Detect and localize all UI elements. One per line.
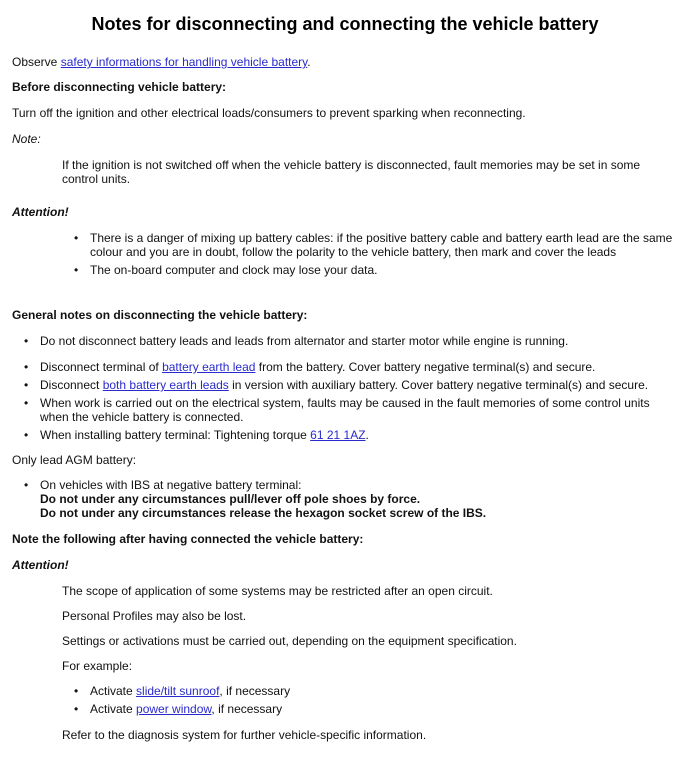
attention-label: Attention! bbox=[12, 205, 69, 219]
note-label: Note: bbox=[12, 132, 41, 146]
item-text: , if necessary bbox=[211, 702, 283, 716]
both-battery-earth-leads-link[interactable]: both battery earth leads bbox=[102, 378, 229, 392]
after-text: Personal Profiles may also be lost. bbox=[62, 609, 247, 623]
item-text: Activate bbox=[90, 702, 137, 716]
list-item bbox=[90, 684, 678, 698]
after-heading: Note the following after having connected the vehicle battery: bbox=[12, 532, 364, 546]
observe-prefix: Observe bbox=[12, 55, 61, 69]
note-text: If the ignition is not switched off when the vehicle battery is disconnected, fault memories may be set in some control units. bbox=[62, 158, 641, 186]
list-item: • Do not disconnect battery leads and leads from alternator and starter motor while engine is running. bbox=[40, 334, 678, 348]
page-title: Notes for disconnecting and connecting the vehicle battery bbox=[91, 14, 599, 34]
after-text: Refer to the diagnosis system for further vehicle-specific information. bbox=[62, 728, 427, 742]
item-text: in version with auxiliary battery. Cover battery negative terminal(s) and secure. bbox=[228, 378, 649, 392]
after-text: For example: bbox=[62, 659, 133, 673]
after-text: Settings or activations must be carried out, depending on the equipment specification. bbox=[62, 634, 517, 648]
power-window-link[interactable]: power window bbox=[136, 702, 212, 716]
list-item bbox=[40, 360, 678, 374]
item-text: Disconnect terminal of bbox=[40, 360, 163, 374]
list-item bbox=[40, 428, 678, 442]
agm-warning: Do not under any circumstances pull/lever off pole shoes by force. bbox=[40, 492, 421, 506]
observe-line bbox=[12, 55, 678, 69]
general-list bbox=[40, 334, 678, 442]
torque-spec-link[interactable]: 61 21 1AZ bbox=[310, 428, 366, 442]
safety-info-link[interactable]: safety informations for handling vehicle battery bbox=[60, 55, 308, 69]
list-item bbox=[40, 378, 678, 392]
observe-suffix: . bbox=[307, 55, 311, 69]
agm-list bbox=[40, 478, 678, 520]
list-item: • There is a danger of mixing up battery cables: if the positive battery cable and battery earth lead are the same colour and you are in doubt, follow the polarity to the vehicle battery, then mark and cover the leads bbox=[90, 231, 678, 259]
list-item: • When work is carried out on the electrical system, faults may be caused in the fault memories of some control units when the vehicle battery is connected. bbox=[40, 396, 678, 424]
list-item bbox=[90, 702, 678, 716]
after-text: The scope of application of some systems may be restricted after an open circuit. bbox=[62, 584, 493, 598]
agm-warning: Do not under any circumstances release the hexagon socket screw of the IBS. bbox=[40, 506, 487, 520]
attention-list bbox=[90, 231, 678, 277]
list-item bbox=[40, 478, 678, 520]
turn-off-text: Turn off the ignition and other electrical loads/consumers to prevent sparking when reconnecting. bbox=[12, 106, 526, 120]
example-list bbox=[90, 684, 678, 716]
item-text: from the battery. Cover battery negative terminal(s) and secure. bbox=[255, 360, 596, 374]
general-heading: General notes on disconnecting the vehicle battery: bbox=[12, 308, 308, 322]
item-text: . bbox=[365, 428, 369, 442]
item-text: When installing battery terminal: Tightening torque bbox=[40, 428, 311, 442]
item-text: Activate bbox=[90, 684, 137, 698]
before-heading: Before disconnecting vehicle battery: bbox=[12, 80, 227, 94]
agm-line: • On vehicles with IBS at negative battery terminal: bbox=[40, 478, 302, 492]
list-item: • The on-board computer and clock may lose your data. bbox=[90, 263, 678, 277]
attention-label: Attention! bbox=[12, 558, 69, 572]
sunroof-link[interactable]: slide/tilt sunroof bbox=[136, 684, 220, 698]
battery-earth-lead-link[interactable]: battery earth lead bbox=[162, 360, 256, 374]
item-text: , if necessary bbox=[219, 684, 291, 698]
item-text: Disconnect bbox=[40, 378, 103, 392]
agm-heading: Only lead AGM battery: bbox=[12, 453, 137, 467]
